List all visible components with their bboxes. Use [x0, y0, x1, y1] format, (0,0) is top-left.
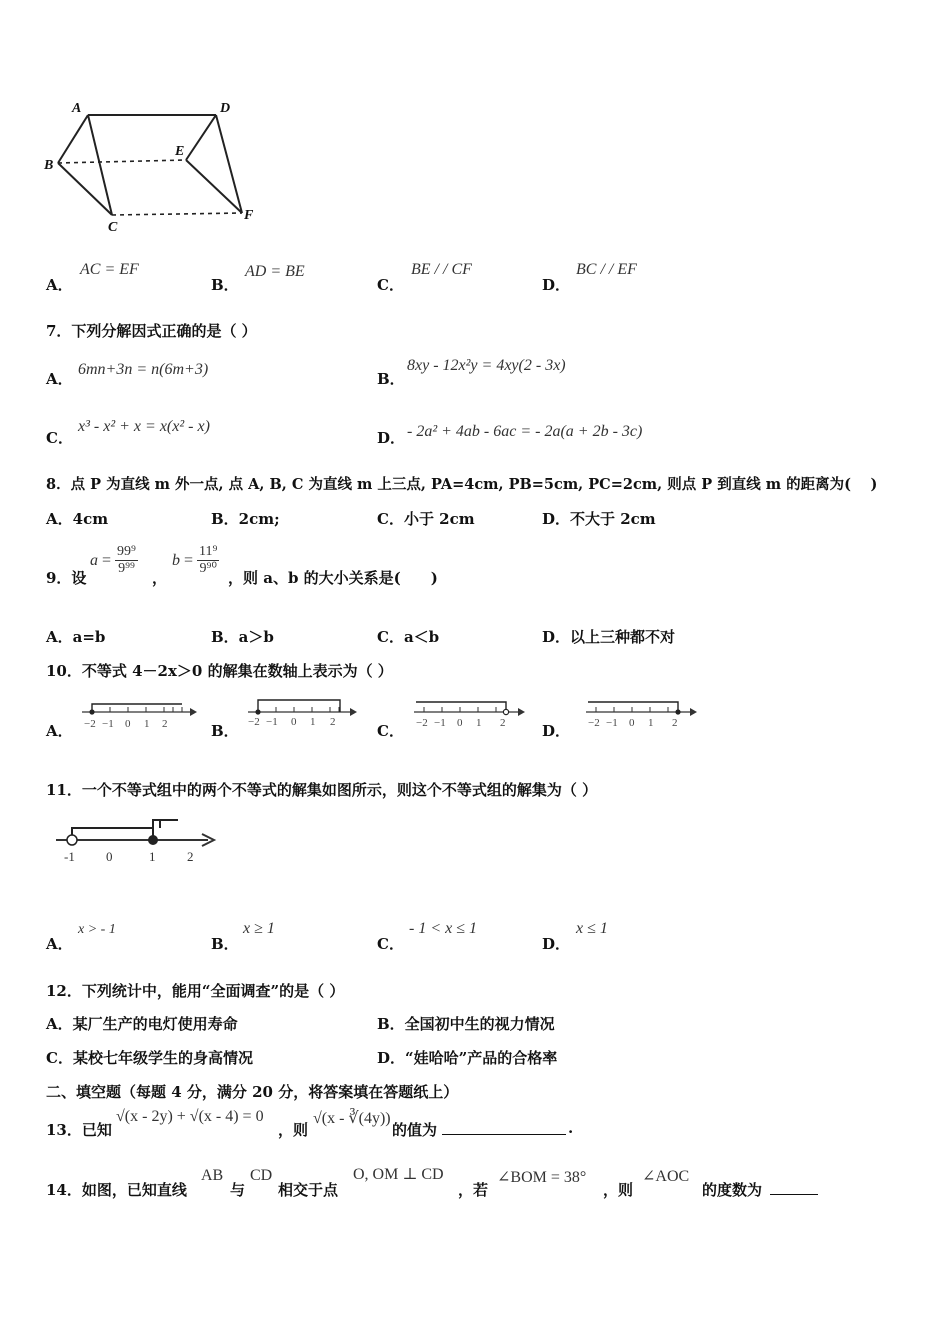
q9-b-definition: b = $\frac{\text{11⁹}}{\text{9⁹⁰}}$	[172, 544, 218, 576]
q9-comma: ，	[152, 569, 168, 587]
tick-neg2: −2	[84, 718, 96, 730]
q11-option-b-expr: x ≥ 1	[243, 920, 275, 937]
label-a: A	[72, 101, 82, 116]
edge-bc	[58, 163, 112, 215]
q7-option-c-letter: C．	[46, 429, 73, 447]
label-b: B	[44, 158, 54, 173]
q9-a-definition: a = $\frac{\text{99⁹}}{\text{9⁹⁹}}$	[90, 544, 136, 576]
q6-option-c-expr: BE / / CF	[411, 261, 472, 278]
edge-df	[216, 115, 242, 213]
svg-text:2: 2	[500, 717, 506, 729]
q11-option-d-expr: x ≤ 1	[576, 920, 608, 937]
q12-stem: 12．下列统计中，能用“全面调查”的是（ ）	[46, 982, 345, 1000]
edge-ac	[88, 115, 112, 215]
q14-suffix: 的度数为	[702, 1181, 763, 1199]
svg-text:0: 0	[629, 717, 635, 729]
q9-a-numerator: 99⁹	[117, 544, 136, 559]
svg-text:−1: −1	[434, 717, 446, 729]
svg-text:−2: −2	[588, 717, 600, 729]
q12-option-c: C．某校七年级学生的身高情况	[46, 1049, 253, 1067]
q8-option-c: C．小于 2cm	[377, 510, 475, 528]
q6-option-b-letter: B．	[211, 276, 239, 294]
axis-label-neg1: -1	[64, 849, 75, 864]
q8-option-b: B．2cm;	[211, 510, 280, 528]
q13-suffix: 的值为	[392, 1121, 438, 1139]
q13-end: .	[568, 1119, 574, 1137]
svg-text:−2: −2	[248, 716, 260, 728]
q7-option-c-expr: x³ - x² + x = x(x² - x)	[78, 418, 210, 435]
q6-option-b-expr: AD = BE	[245, 263, 305, 280]
q10-option-d-letter: D．	[542, 722, 571, 740]
q9-b-numerator: 11⁹	[199, 544, 218, 559]
q10-option-b-numberline	[244, 694, 364, 736]
q11-option-c-expr: - 1 < x ≤ 1	[409, 920, 478, 937]
q12-option-a: A．某厂生产的电灯使用寿命	[46, 1015, 238, 1033]
q14-ze: ，则	[603, 1181, 634, 1199]
q13-mid: ，则	[278, 1121, 309, 1139]
q14-angle-bom: ∠BOM = 38°	[497, 1169, 587, 1186]
q9-option-a: A．a=b	[46, 628, 106, 646]
edge-be	[58, 160, 186, 163]
q11-option-d-letter: D．	[542, 935, 571, 953]
svg-text:1: 1	[476, 717, 482, 729]
q7-option-b-expr: 8xy - 12x²y = 4xy(2 - 3x)	[407, 357, 566, 374]
q8-option-a: A．4cm	[46, 510, 109, 528]
edge-de	[186, 115, 216, 160]
q10-option-d-numberline	[582, 694, 702, 736]
svg-text:1: 1	[648, 717, 654, 729]
q7-option-a-expr: 6mn+3n = n(6m+3)	[78, 361, 209, 378]
q11-option-c-letter: C．	[377, 935, 404, 953]
svg-text:2: 2	[672, 717, 678, 729]
q9-option-c: C．a＜b	[377, 628, 440, 646]
q10-option-a-numberline	[78, 694, 198, 736]
svg-text:1: 1	[310, 716, 316, 728]
q9-b-fraction	[197, 544, 219, 577]
q9-option-b: B．a＞b	[211, 628, 274, 646]
q8-stem: 8．点 P 为直线 m 外一点, 点 A, B, C 为直线 m 上三点, PA=4cm, PB=5cm, PC=2cm, 则点 P 到直线 m 的距离为( )	[46, 476, 878, 493]
q6-option-c-letter: C．	[377, 276, 404, 294]
q14-answer-blank[interactable]	[770, 1179, 818, 1195]
q14-ruo: ，若	[458, 1181, 489, 1199]
label-f: F	[244, 208, 254, 223]
edge-cf	[112, 213, 242, 215]
q11-stem: 11．一个不等式组中的两个不等式的解集如图所示，则这个不等式组的解集为（ ）	[46, 781, 598, 799]
q7-option-d-letter: D．	[377, 429, 406, 447]
q6-option-a-expr: AC = EF	[80, 261, 139, 278]
q10-option-c-letter: C．	[377, 722, 404, 740]
q9-option-d: D．以上三种都不对	[542, 628, 676, 646]
svg-text:−2: −2	[416, 717, 428, 729]
q12-option-d: D．“娃哈哈”产品的合格率	[377, 1049, 558, 1067]
q14-mid: 相交于点	[278, 1181, 339, 1199]
prism-figure	[40, 95, 270, 240]
q9-b-denominator: 9⁹⁰	[199, 561, 217, 576]
q11-option-b-letter: B．	[211, 935, 239, 953]
q8-option-d: D．不大于 2cm	[542, 510, 656, 528]
tick-neg1: −1	[102, 718, 114, 730]
q13-answer-blank[interactable]	[442, 1119, 566, 1135]
q7-option-d-expr: - 2a² + 4ab - 6ac = - 2a(a + 2b - 3c)	[407, 423, 643, 440]
q9-a-denominator: 9⁹⁹	[118, 561, 135, 576]
svg-text:2: 2	[330, 716, 336, 728]
edge-ab	[58, 115, 88, 163]
q6-option-d-expr: BC / / EF	[576, 261, 637, 278]
svg-text:0: 0	[291, 716, 297, 728]
axis-label-2: 2	[187, 849, 194, 864]
svg-text:−1: −1	[606, 717, 618, 729]
q9-prefix: 9．设	[46, 569, 87, 587]
svg-text:−1: −1	[266, 716, 278, 728]
q11-numberline-figure	[50, 812, 225, 872]
axis-label-0: 0	[106, 849, 113, 864]
q11-option-a-expr: x > - 1	[78, 922, 116, 937]
q14-line-cd: CD	[250, 1167, 273, 1184]
q7-stem: 7．下列分解因式正确的是（ ）	[46, 322, 257, 340]
q14-angle-aoc: ∠AOC	[642, 1168, 690, 1185]
tick-2: 2	[162, 718, 168, 730]
svg-text:0: 0	[457, 717, 463, 729]
q14-o-condition: O, OM ⊥ CD	[353, 1166, 444, 1183]
q10-option-a-letter: A．	[46, 722, 73, 740]
axis-label-1: 1	[149, 849, 156, 864]
q14-line-ab: AB	[201, 1167, 224, 1184]
q11-option-a-letter: A．	[46, 935, 73, 953]
q13-expression: √(x - ∛(4y))	[313, 1110, 391, 1127]
section-2-heading: 二、填空题（每题 4 分，满分 20 分，将答案填在答题纸上）	[46, 1083, 459, 1101]
q6-option-d-letter: D．	[542, 276, 571, 294]
q9-a-fraction	[115, 544, 138, 577]
q9-suffix: ，则 a、b 的大小关系是( )	[228, 569, 438, 587]
q10-stem: 10．不等式 4－2x＞0 的解集在数轴上表示为（ ）	[46, 662, 393, 680]
q12-option-b: B．全国初中生的视力情况	[377, 1015, 555, 1033]
q14-yu: 与	[230, 1181, 246, 1199]
q10-option-b-letter: B．	[211, 722, 239, 740]
q13-prefix: 13．已知	[46, 1121, 112, 1139]
q7-option-b-letter: B．	[377, 370, 405, 388]
tick-0: 0	[125, 718, 131, 730]
q13-condition: √(x - 2y) + √(x - 4) = 0	[116, 1108, 264, 1125]
label-e: E	[175, 144, 185, 159]
q7-option-a-letter: A．	[46, 370, 73, 388]
q6-option-a-letter: A．	[46, 276, 73, 294]
q14-prefix: 14．如图，已知直线	[46, 1181, 187, 1199]
q10-option-c-numberline	[410, 694, 530, 736]
edge-ef	[186, 160, 242, 213]
label-c: C	[108, 220, 118, 235]
tick-1: 1	[144, 718, 150, 730]
label-d: D	[220, 101, 231, 116]
